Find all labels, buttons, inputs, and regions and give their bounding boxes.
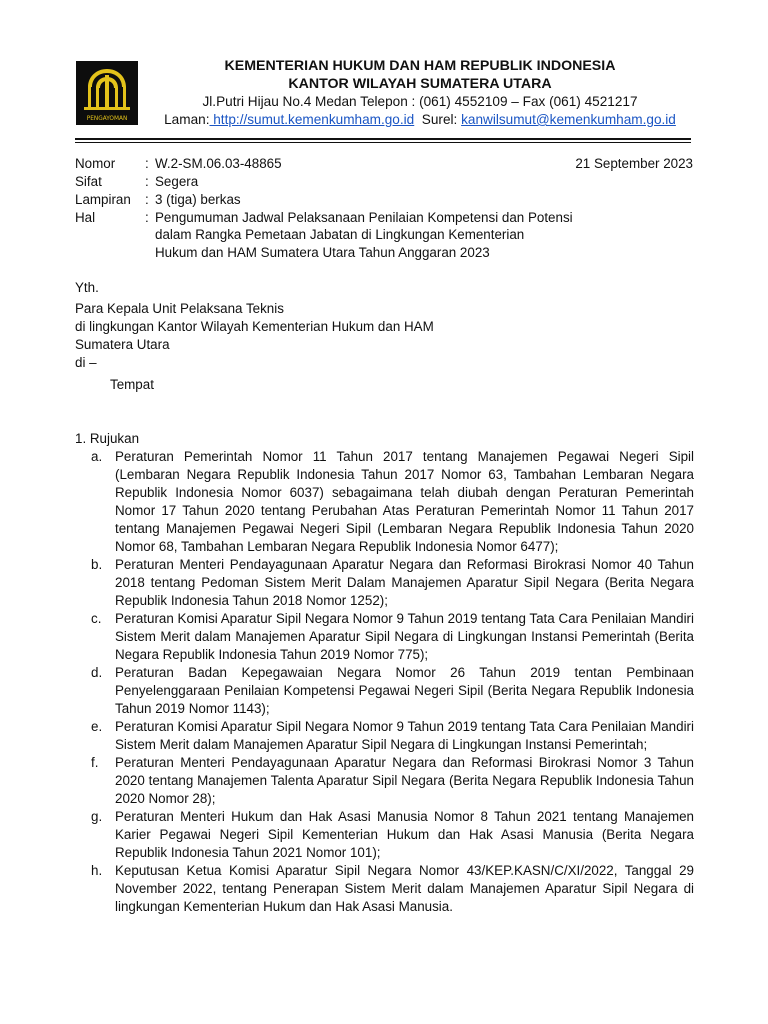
lampiran-row xyxy=(75,191,475,209)
item-letter: c. xyxy=(91,611,102,626)
logo-caption: PENGAYOMAN xyxy=(86,116,128,122)
list-item xyxy=(75,610,694,664)
colon: : xyxy=(145,156,149,171)
pengayoman-emblem-icon xyxy=(76,61,138,125)
item-letter: h. xyxy=(91,863,103,878)
recipient-line-4: di – xyxy=(75,355,97,370)
colon: : xyxy=(145,192,149,207)
list-item xyxy=(75,556,694,610)
ministry-logo xyxy=(76,61,138,125)
recipient-line-3: Sumatera Utara xyxy=(75,337,170,352)
nomor-row xyxy=(75,155,475,173)
item-text: Peraturan Menteri Hukum dan Hak Asasi Manusia Nomor 8 Tahun 2021 tentang Manajemen Karier Pegawai Negeri Sipil Kementerian Hukum dan Hak Asasi Manusia (Berita Negara Republik Indonesia Tahun 2021 Nomor 101); xyxy=(115,809,694,860)
item-letter: a. xyxy=(91,449,103,464)
nomor-label: Nomor xyxy=(75,156,116,171)
hal-row xyxy=(75,209,695,227)
item-letter: g. xyxy=(91,809,103,824)
ministry-name: KEMENTERIAN HUKUM DAN HAM REPUBLIK INDONESIA xyxy=(224,58,616,74)
list-item xyxy=(75,718,694,754)
hal-label: Hal xyxy=(75,210,96,225)
reference-items xyxy=(75,448,694,916)
section-title: 1. Rujukan xyxy=(75,431,140,446)
item-letter: b. xyxy=(91,557,103,572)
hal-line-3: Hukum dan HAM Sumatera Utara Tahun Anggaran 2023 xyxy=(155,245,490,260)
list-item xyxy=(75,862,694,916)
lampiran-value: 3 (tiga) berkas xyxy=(155,192,241,207)
hal-line-1: Pengumuman Jadwal Pelaksanaan Penilaian Kompetensi dan Potensi xyxy=(155,210,573,225)
colon: : xyxy=(145,210,149,225)
sifat-value: Segera xyxy=(155,174,199,189)
hal-line-2: dalam Rangka Pemetaan Jabatan di Lingkungan Kementerian xyxy=(155,227,525,242)
salutation: Yth. xyxy=(75,280,99,295)
header-divider xyxy=(75,138,691,140)
office-address: Jl.Putri Hijau No.4 Medan Telepon : (061) 4552109 – Fax (061) 4521217 xyxy=(202,94,638,109)
item-letter: f. xyxy=(91,755,99,770)
recipient-line-1: Para Kepala Unit Pelaksana Teknis xyxy=(75,301,284,316)
recipient-line-2: di lingkungan Kantor Wilayah Kementerian Hukum dan HAM xyxy=(75,319,434,334)
nomor-value: W.2-SM.06.03-48865 xyxy=(155,156,282,171)
recipient-place: Tempat xyxy=(110,377,154,392)
item-letter: d. xyxy=(91,665,103,680)
website-link[interactable]: http://sumut.kemenkumham.go.id xyxy=(209,112,415,127)
header-divider-thin xyxy=(75,142,691,143)
item-text: Peraturan Menteri Pendayagunaan Aparatur Negara dan Reformasi Birokrasi Nomor 40 Tahun 2018 tentang Pedoman Sistem Merit Dalam Manajemen Aparatur Sipil Negara (Berita Negara Republik Indonesia Tahun 2018 Nomor 1252); xyxy=(115,557,694,608)
office-name: KANTOR WILAYAH SUMATERA UTARA xyxy=(288,76,552,92)
list-item xyxy=(75,754,694,808)
list-item xyxy=(75,808,694,862)
colon: : xyxy=(145,174,149,189)
item-text: Keputusan Ketua Komisi Aparatur Sipil Negara Nomor 43/KEP.KASN/C/XI/2022, Tanggal 29 November 2022, tentang Penerapan Sistem Merit dalam Manajemen Aparatur Sipil Negara di lingkungan Kementerian Hukum dan Hak Asasi Manusia. xyxy=(115,863,694,914)
item-text: Peraturan Komisi Aparatur Sipil Negara Nomor 9 Tahun 2019 tentang Tata Cara Penilaian Mandiri Sistem Merit dalam Manajemen Aparatur Sipil Negara di Lingkungan Instansi Pemerintah; xyxy=(115,719,694,752)
email-label: Surel: xyxy=(421,112,458,127)
lampiran-label: Lampiran xyxy=(75,192,131,207)
item-text: Peraturan Pemerintah Nomor 11 Tahun 2017 tentang Manajemen Pegawai Negeri Sipil (Lembaran Negara Republik Indonesia Tahun 2017 Nomor 63, Tambahan Lembaran Negara Republik Indonesia Nomor 6037) sebagaimana telah diubah dengan Peraturan Pemerintah Nomor 17 Tahun 2020 tentang Perubahan Atas Peraturan Pemerintah Nomor 11 Tahun 2017 tentang Manajemen Pegawai Negeri Sipil (Lembaran Negara Republik Indonesia Tahun 2020 Nomor 68, Tambahan Lembaran Negara Republik Indonesia Nomor 6477); xyxy=(115,449,694,554)
list-item xyxy=(75,448,694,556)
letter-date: 21 September 2023 xyxy=(575,156,693,171)
web-label: Laman: xyxy=(164,112,210,127)
email-link[interactable]: kanwilsumut@kemenkumham.go.id xyxy=(461,112,676,127)
sifat-label: Sifat xyxy=(75,174,102,189)
sifat-row xyxy=(75,173,475,191)
list-item xyxy=(75,664,694,718)
item-letter: e. xyxy=(91,719,103,734)
reference-list xyxy=(75,430,694,916)
item-text: Peraturan Badan Kepegawaian Negara Nomor 26 Tahun 2019 tentan Pembinaan Penyelenggaraan Penilaian Kompetensi Pegawai Negeri Sipil (Berita Negara Republik Indonesia Tahun 2019 Nomor 1143); xyxy=(115,665,694,716)
contact-line xyxy=(150,112,690,127)
item-text: Peraturan Komisi Aparatur Sipil Negara Nomor 9 Tahun 2019 tentang Tata Cara Penilaian Mandiri Sistem Merit dalam Manajemen Aparatur Sipil Negara di Lingkungan Instansi Pemerintah (Berita Negara Republik Indonesia Tahun 2019 Nomor 775); xyxy=(115,611,694,662)
item-text: Peraturan Menteri Pendayagunaan Aparatur Negara dan Reformasi Birokrasi Nomor 3 Tahun 2020 tentang Manajemen Talenta Aparatur Sipil Negara (Berita Negara Republik Indonesia Tahun 2020 Nomor 28); xyxy=(115,755,694,806)
